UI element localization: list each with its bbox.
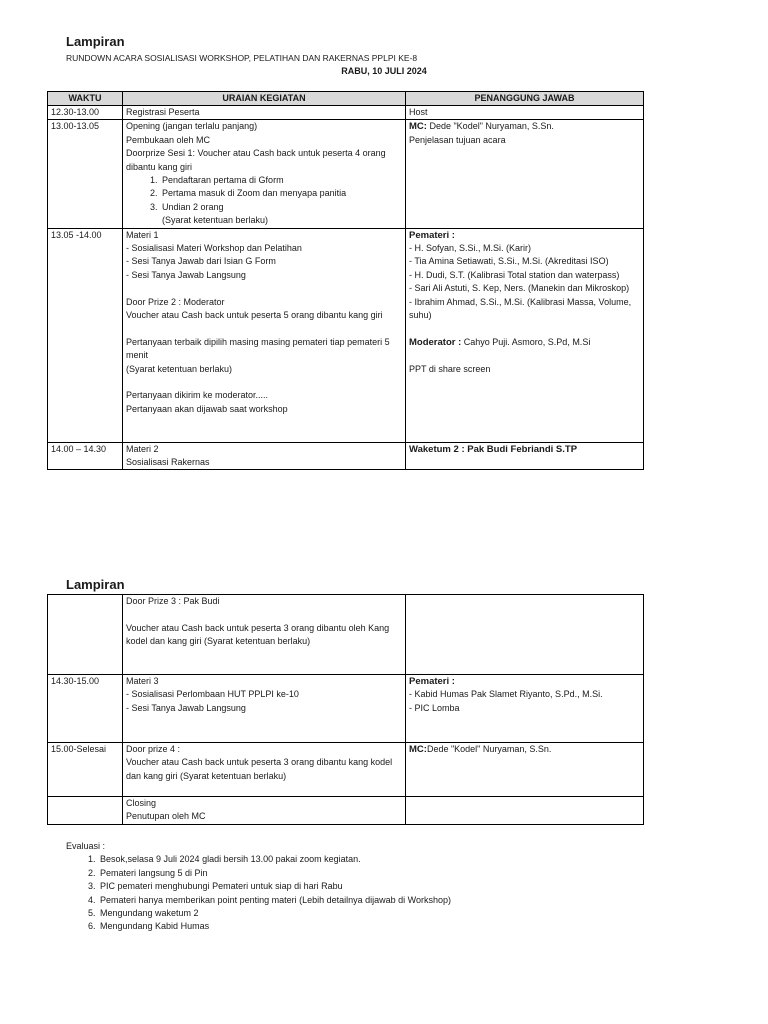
pemateri-label: Pemateri :: [409, 676, 455, 687]
mc-label: MC:: [409, 121, 427, 133]
uraian-line: Sosialisasi Rakernas: [126, 457, 210, 468]
uraian-cell: [123, 675, 406, 743]
list-item: 3. PIC pemateri menghubungi Pemateri untuk siap di hari Rabu: [98, 880, 451, 893]
uraian-line: Closing: [126, 798, 157, 808]
evaluasi-title: Evaluasi :: [66, 841, 106, 851]
pemateri-line: - H. Dudi, S.T. (Kalibrasi Total station dan waterpass): [409, 269, 620, 280]
table-row: [48, 797, 644, 825]
mc-name: Dede "Kodel" Nuryaman, S.Sn.: [429, 121, 554, 132]
penanggung-cell: [406, 442, 644, 470]
uraian-cell: [123, 442, 406, 470]
pemateri-line: - PIC Lomba: [409, 702, 460, 713]
uraian-line: Materi 3: [126, 676, 159, 686]
uraian-line: Voucher atau Cash back untuk peserta 3 orang dibantu kang kodel dan kang giri (Syarat ketentuan berlaku): [126, 757, 393, 781]
waketum-label: Waketum 2 : Pak Budi Febriandi S.TP: [409, 443, 578, 455]
list-item: 5. Mengundang waketum 2: [98, 907, 451, 920]
uraian-line: - Sesi Tanya Jawab Langsung: [126, 702, 246, 713]
uraian-line: Materi 2: [126, 443, 159, 454]
header-waktu: WAKTU: [48, 92, 123, 106]
pemateri-line: - Ibrahim Ahmad, S.Si., M.Si. (Kalibrasi Massa, Volume, suhu): [409, 296, 632, 321]
list-item: 3. Undian 2 orang: [160, 201, 402, 214]
time-cell: 12.30-13.00: [48, 106, 123, 120]
list-item: 6. Mengundang Kabid Humas: [98, 920, 451, 933]
event-date: RABU, 10 JULI 2024: [341, 66, 427, 76]
penanggung-cell: [406, 120, 644, 228]
penanggung-cell: [406, 595, 644, 675]
uraian-cell: [123, 595, 406, 675]
lampiran-heading-2: Lampiran: [66, 577, 125, 592]
uraian-line: Opening (jangan terlalu panjang): [126, 121, 258, 132]
table-row: [48, 228, 644, 442]
uraian-line: - Sosialisasi Materi Workshop dan Pelatihan: [126, 243, 302, 254]
uraian-line: - Sesi Tanya Jawab dari Isian G Form: [126, 256, 276, 267]
rundown-table-2: [47, 594, 644, 825]
list-item: 4. Pemateri hanya memberikan point penting materi (Lebih detailnya dijawab di Workshop): [98, 894, 451, 907]
lampiran-heading-1: Lampiran: [66, 34, 125, 49]
uraian-cell: [123, 797, 406, 825]
uraian-line: Pembukaan oleh MC: [126, 134, 211, 145]
uraian-cell: [123, 120, 406, 228]
time-cell: 15.00-Selesai: [48, 743, 123, 797]
penanggung-cell: Host: [406, 106, 644, 120]
uraian-line: - Sosialisasi Perlombaan HUT PPLPI ke-10: [126, 689, 299, 700]
penanggung-cell: [406, 743, 644, 797]
list-item: 2. Pemateri langsung 5 di Pin: [98, 867, 451, 880]
time-cell: [48, 595, 123, 675]
table-row: [48, 675, 644, 743]
time-cell: 14.30-15.00: [48, 675, 123, 743]
uraian-cell: Registrasi Peserta: [123, 106, 406, 120]
rundown-subtitle: RUNDOWN ACARA SOSIALISASI WORKSHOP, PELATIHAN DAN RAKERNAS PPLPI KE-8: [66, 53, 418, 63]
list-item: 1. Besok,selasa 9 Juli 2024 gladi bersih 13.00 pakai zoom kegiatan.: [98, 853, 451, 866]
mc-name: Dede "Kodel" Nuryaman, S.Sn.: [426, 744, 552, 754]
time-cell: [48, 797, 123, 825]
uraian-line: Pertanyaan dikirim ke moderator.....: [126, 390, 269, 401]
uraian-line: Door prize 4 :: [126, 744, 181, 754]
table-row: [48, 442, 644, 470]
uraian-line: Pertanyaan akan dijawab saat workshop: [126, 403, 288, 414]
rundown-table-1: [47, 91, 644, 470]
pemateri-line: - Sari Ali Astuti, S. Kep, Ners. (Manekin dan Mikroskop): [409, 283, 630, 294]
uraian-line: Pertanyaan terbaik dipilih masing masing pemateri tiap pemateri 5 menit: [126, 336, 390, 361]
uraian-line: Materi 1: [126, 229, 159, 240]
uraian-cell: [123, 743, 406, 797]
moderator-name: Cahyo Puji. Asmoro, S.Pd, M.Si: [463, 336, 591, 347]
evaluasi-list: [66, 853, 451, 933]
penanggung-cell: [406, 228, 644, 442]
list-item: 2. Pertama masuk di Zoom dan menyapa panitia: [160, 187, 402, 200]
table-header-row: [48, 92, 644, 106]
pemateri-line: - Tia Amina Setiawati, S.Si., M.Si. (Akreditasi ISO): [409, 256, 609, 267]
uraian-line: Penutupan oleh MC: [126, 811, 206, 822]
penanggung-cell: [406, 675, 644, 743]
uraian-line: Voucher atau Cash back untuk peserta 3 orang dibantu oleh Kang kodel dan kang giri (Syarat ketentuan berlaku): [126, 622, 390, 647]
table-row: [48, 743, 644, 797]
time-cell: 14.00 – 14.30: [48, 442, 123, 470]
penanggung-cell: [406, 797, 644, 825]
table-row: [48, 595, 644, 675]
header-penanggung: PENANGGUNG JAWAB: [406, 92, 644, 106]
penanggung-line: PPT di share screen: [409, 363, 491, 374]
mc-label: MC:: [409, 744, 427, 755]
uraian-line: (Syarat ketentuan berlaku): [162, 215, 269, 226]
uraian-line: Voucher atau Cash back untuk peserta 5 orang dibantu kang giri: [126, 310, 383, 321]
pemateri-line: - Kabid Humas Pak Slamet Riyanto, S.Pd., M.Si.: [409, 689, 603, 700]
time-cell: 13.00-13.05: [48, 120, 123, 228]
table-row: [48, 106, 644, 120]
time-cell: 13.05 -14.00: [48, 228, 123, 442]
list-item: 1. Pendaftaran pertama di Gform: [160, 174, 402, 187]
uraian-line: Door Prize 3 : Pak Budi: [126, 596, 220, 606]
pemateri-line: - H. Sofyan, S.Si., M.Si. (Karir): [409, 243, 532, 254]
uraian-line: - Sesi Tanya Jawab Langsung: [126, 269, 246, 280]
penanggung-line: Penjelasan tujuan acara: [409, 134, 506, 145]
evaluasi-section: [66, 840, 451, 934]
uraian-line: Door Prize 2 : Moderator: [126, 296, 225, 307]
uraian-line: (Syarat ketentuan berlaku): [126, 363, 233, 374]
moderator-label: Moderator :: [409, 336, 462, 348]
pemateri-label: Pemateri :: [409, 229, 455, 241]
uraian-cell: [123, 228, 406, 442]
header-uraian: URAIAN KEGIATAN: [123, 92, 406, 106]
uraian-line: Doorprize Sesi 1: Voucher atau Cash back untuk peserta 4 orang dibantu kang giri: [126, 148, 386, 172]
table-row: [48, 120, 644, 228]
doorprize-criteria-list: [126, 174, 402, 214]
